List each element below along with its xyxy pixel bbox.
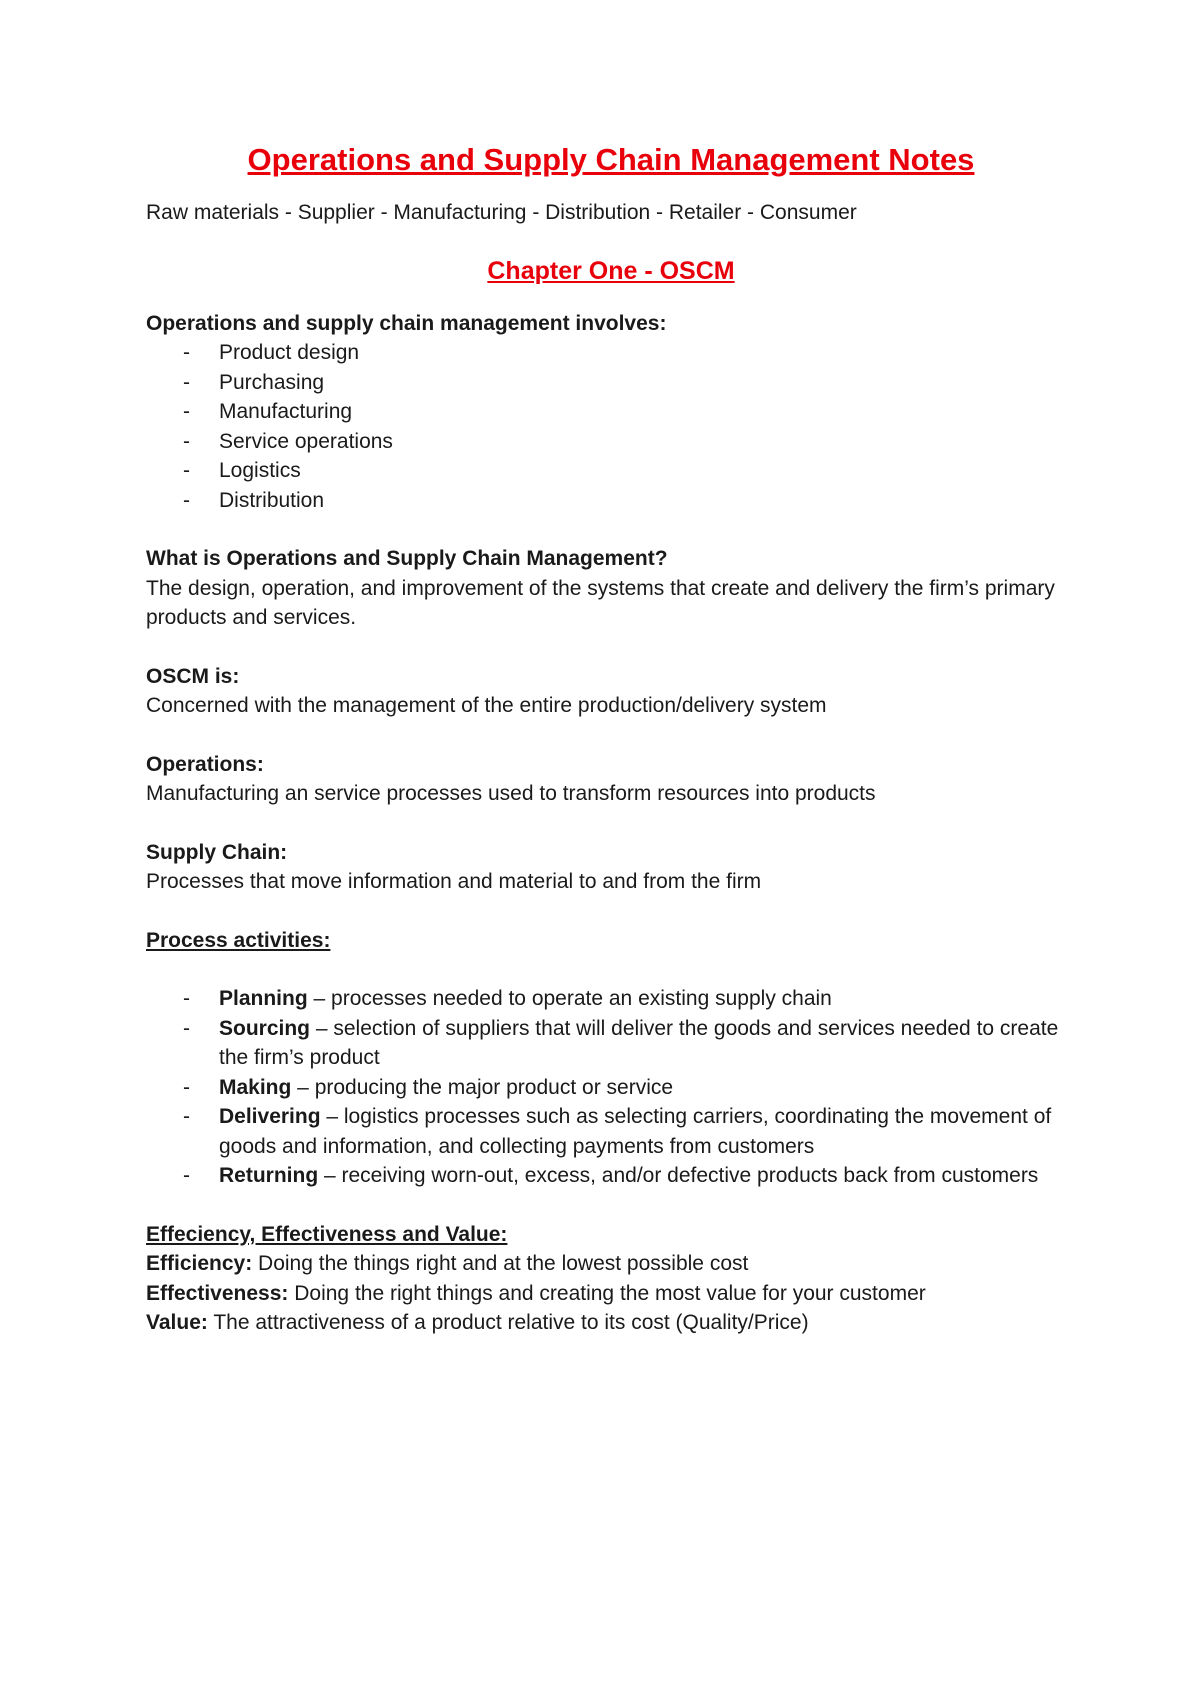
list-item-text: Service operations bbox=[219, 429, 393, 453]
list-item bbox=[146, 397, 1076, 427]
list-item-text: Purchasing bbox=[219, 370, 325, 394]
what-is-text: The design, operation, and improvement of the systems that create and delivery the firm’s primary products and services. bbox=[146, 576, 1055, 629]
activity-term: Returning bbox=[219, 1164, 319, 1187]
bullet-dash: - bbox=[183, 1075, 190, 1099]
definition-term: Value: bbox=[146, 1311, 208, 1334]
supply-chain-text: Processes that move information and material to and from the firm bbox=[146, 870, 762, 893]
activity-term: Sourcing bbox=[219, 1016, 311, 1040]
operations-text: Manufacturing an service processes used to transform resources into products bbox=[146, 782, 876, 805]
bullet-dash: - bbox=[183, 400, 190, 423]
list-item bbox=[146, 368, 1076, 398]
bullet-dash: - bbox=[183, 1105, 190, 1128]
list-item bbox=[146, 984, 1076, 1014]
operations-section bbox=[146, 750, 1076, 809]
process-activities-list bbox=[146, 984, 1076, 1191]
definition-line bbox=[146, 1279, 1076, 1309]
activity-term: Making bbox=[219, 1075, 292, 1099]
definition-line bbox=[146, 1249, 1076, 1279]
list-item bbox=[146, 338, 1076, 368]
activity-text: – processes needed to operate an existing supply chain bbox=[307, 987, 832, 1010]
list-item bbox=[146, 486, 1076, 516]
list-item bbox=[146, 1102, 1076, 1161]
activity-text: – receiving worn-out, excess, and/or defective products back from customers bbox=[318, 1164, 1039, 1187]
supply-chain-flow: Raw materials - Supplier - Manufacturing - Distribution - Retailer - Consumer bbox=[146, 201, 857, 224]
process-activities-section bbox=[146, 926, 1076, 1191]
what-is-section bbox=[146, 544, 1076, 633]
list-item bbox=[146, 1014, 1076, 1073]
bullet-dash: - bbox=[183, 341, 190, 364]
bullet-dash: - bbox=[183, 459, 190, 482]
oscm-is-heading: OSCM is: bbox=[146, 664, 240, 688]
definition-term: Efficiency: bbox=[146, 1252, 253, 1275]
activity-term: Planning bbox=[219, 987, 308, 1010]
supply-chain-section bbox=[146, 838, 1076, 897]
definition-text: The attractiveness of a product relative to its cost (Quality/Price) bbox=[207, 1311, 809, 1334]
oscm-is-text: Concerned with the management of the entire production/delivery system bbox=[146, 694, 827, 717]
definition-text: Doing the things right and at the lowest possible cost bbox=[252, 1252, 749, 1275]
what-is-heading: What is Operations and Supply Chain Management? bbox=[146, 547, 668, 570]
list-item-text: Distribution bbox=[219, 488, 325, 512]
list-item bbox=[146, 1073, 1076, 1103]
list-item-text: Logistics bbox=[219, 459, 301, 482]
bullet-dash: - bbox=[183, 1164, 190, 1187]
bullet-dash: - bbox=[183, 429, 190, 453]
bullet-dash: - bbox=[183, 987, 190, 1010]
activity-text: – selection of suppliers that will deliver the goods and services needed to create the firm’s product bbox=[219, 1016, 1059, 1069]
oscm-is-section bbox=[146, 662, 1076, 721]
activity-term: Delivering bbox=[219, 1105, 321, 1128]
list-item bbox=[146, 456, 1076, 486]
bullet-dash: - bbox=[183, 1016, 190, 1040]
blank-line bbox=[146, 955, 1076, 984]
involves-section bbox=[146, 309, 1076, 516]
efficiency-section bbox=[146, 1220, 1076, 1338]
operations-heading: Operations: bbox=[146, 752, 264, 776]
activity-text: – logistics processes such as selecting carriers, coordinating the movement of goods and information, and collecting payments from customers bbox=[219, 1105, 1052, 1158]
involves-list bbox=[146, 338, 1076, 515]
list-item bbox=[146, 1161, 1076, 1191]
bullet-dash: - bbox=[183, 370, 190, 394]
supply-chain-heading: Supply Chain: bbox=[146, 840, 288, 864]
activity-text: – producing the major product or service bbox=[291, 1075, 674, 1099]
definition-text: Doing the right things and creating the most value for your customer bbox=[288, 1281, 926, 1305]
list-item-text: Manufacturing bbox=[219, 400, 353, 423]
document-content bbox=[146, 140, 1076, 1367]
bullet-dash: - bbox=[183, 488, 190, 512]
list-item-text: Product design bbox=[219, 341, 360, 364]
list-item bbox=[146, 427, 1076, 457]
involves-heading: Operations and supply chain management involves: bbox=[146, 311, 667, 335]
chapter-title: Chapter One - OSCM bbox=[487, 256, 735, 285]
definition-term: Effectiveness: bbox=[146, 1281, 289, 1305]
efficiency-heading: Effeciency, Effectiveness and Value: bbox=[146, 1222, 508, 1246]
document-title: Operations and Supply Chain Management Notes bbox=[247, 142, 975, 177]
definition-line bbox=[146, 1308, 1076, 1338]
process-activities-heading: Process activities: bbox=[146, 928, 331, 952]
